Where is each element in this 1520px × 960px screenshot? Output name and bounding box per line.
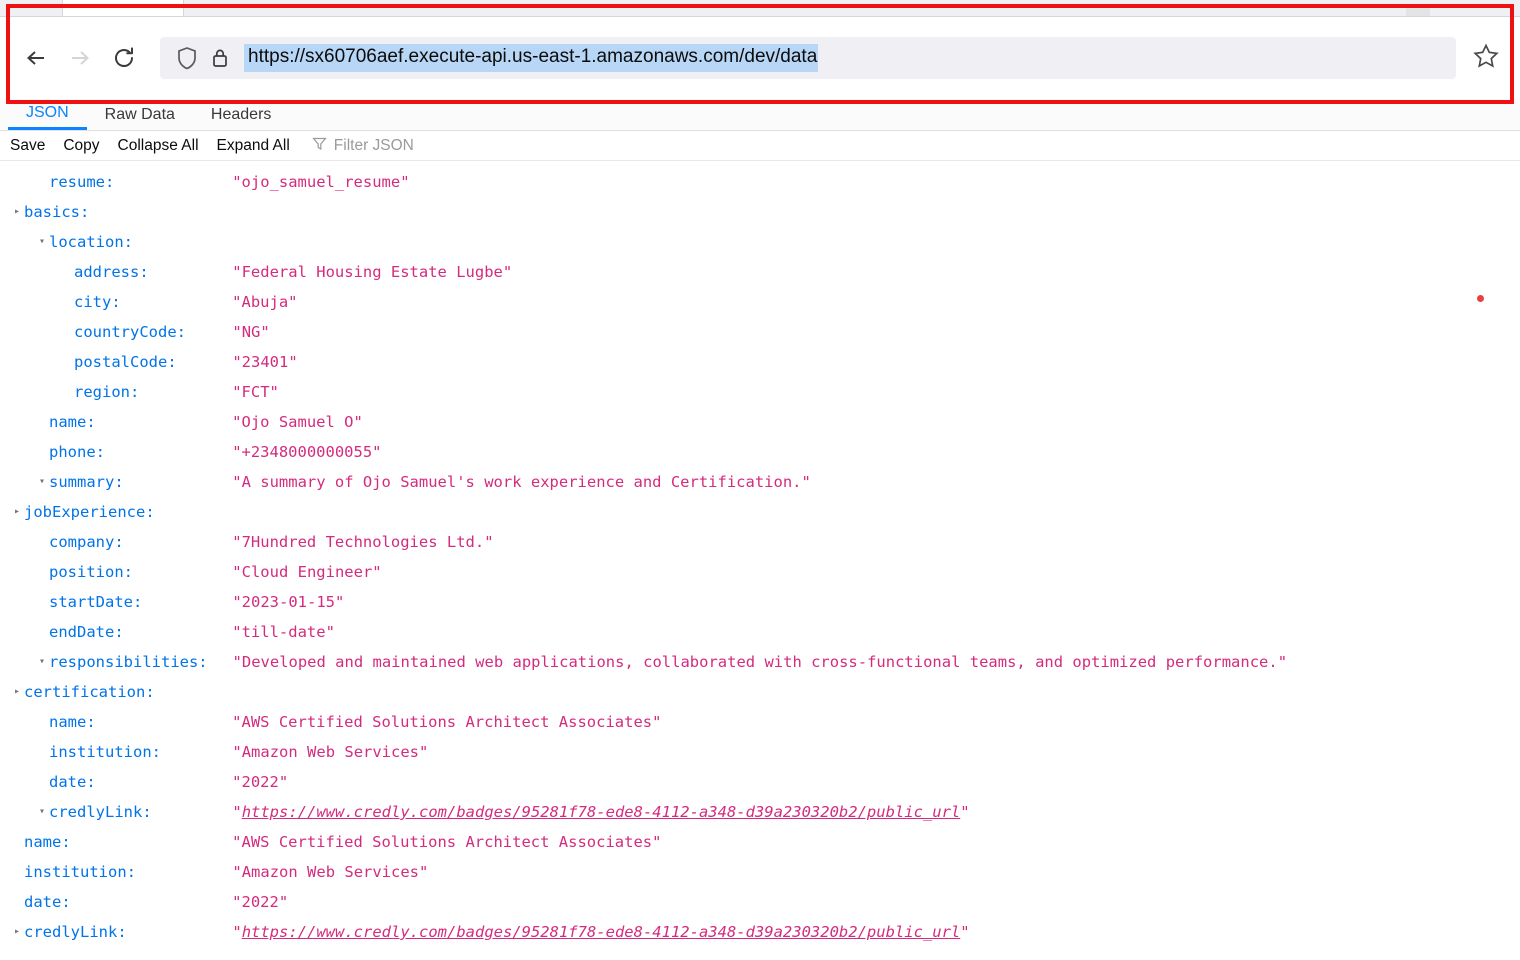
reload-icon [111,45,137,71]
collapse-twisty-icon[interactable]: ▾ [38,476,46,487]
json-viewer-toolbar [0,131,1520,161]
json-row[interactable] [0,617,1520,647]
forward-button[interactable] [58,36,102,80]
star-icon [1472,42,1500,75]
json-key: institution: [49,743,161,761]
json-key: startDate: [49,593,143,611]
json-key: postalCode: [74,353,177,371]
json-key: certification: [24,683,155,701]
json-row[interactable] [0,647,1520,677]
filter-json-input[interactable] [312,136,414,156]
json-key: date: [49,773,96,791]
json-value: "Amazon Web Services" [232,863,429,881]
json-row[interactable] [0,287,1520,317]
json-key: city: [74,293,121,311]
json-key: company: [49,533,124,551]
json-value: "23401" [232,353,298,371]
json-row[interactable] [0,797,1520,827]
json-key: name: [49,413,96,431]
expand-twisty-icon[interactable]: ▸ [13,206,21,217]
json-row[interactable] [0,497,1520,527]
tab-json[interactable] [8,99,87,130]
json-row[interactable] [0,407,1520,437]
json-key: countryCode: [74,323,186,341]
expand-twisty-icon[interactable]: ▸ [13,686,21,697]
arrow-right-icon [66,44,94,72]
json-row[interactable] [0,887,1520,917]
json-key: institution: [24,863,136,881]
collapse-all-button[interactable]: Collapse All [117,136,199,154]
json-row[interactable] [0,317,1520,347]
scroll-marker [1477,295,1484,302]
reload-button[interactable] [102,36,146,80]
json-row[interactable] [0,827,1520,857]
json-viewer [0,99,1520,947]
json-rows [0,161,1520,947]
json-value: "NG" [232,323,270,341]
collapse-twisty-icon[interactable]: ▾ [38,806,46,817]
tab-raw-data-label: Raw Data [104,105,175,123]
json-key: region: [74,383,140,401]
active-tab[interactable] [62,0,184,16]
collapse-twisty-icon[interactable]: ▾ [38,656,46,667]
json-key: basics: [24,203,90,221]
json-key: jobExperience: [24,503,155,521]
json-value: "Amazon Web Services" [232,743,429,761]
json-row[interactable] [0,857,1520,887]
json-row[interactable] [0,587,1520,617]
tab-headers-label: Headers [210,105,272,123]
json-key: position: [49,563,133,581]
tab-strip [0,0,1520,17]
json-key: credlyLink: [49,803,152,821]
json-value: "AWS Certified Solutions Architect Associates" [232,833,662,851]
collapse-twisty-icon[interactable]: ▾ [38,236,46,247]
json-key: credlyLink: [24,923,127,941]
arrow-left-icon [22,44,50,72]
json-key: phone: [49,443,105,461]
json-row[interactable] [0,377,1520,407]
json-value: "Cloud Engineer" [232,563,382,581]
tab-headers[interactable] [193,99,289,130]
json-value: "+2348000000055" [232,443,382,461]
json-row[interactable] [0,767,1520,797]
shield-icon[interactable] [176,46,198,70]
json-row[interactable] [0,167,1520,197]
json-row[interactable] [0,737,1520,767]
expand-all-button[interactable]: Expand All [216,136,290,154]
address-bar[interactable] [160,37,1456,79]
copy-button[interactable]: Copy [63,136,100,154]
json-row[interactable] [0,467,1520,497]
json-value: "2022" [232,773,289,791]
url-input[interactable]: https://sx60706aef.execute-api.us-east-1.amazonaws.com/dev/data [244,44,818,72]
json-row[interactable] [0,257,1520,287]
json-value: "Federal Housing Estate Lugbe" [232,263,513,281]
json-row[interactable] [0,437,1520,467]
json-value: "FCT" [232,383,279,401]
json-value: "Abuja" [232,293,298,311]
json-row[interactable] [0,347,1520,377]
json-value-link[interactable]: "https://www.credly.com/badges/95281f78-ede8-4112-a348-d39a230320b2/public_url" [232,803,970,821]
json-row[interactable] [0,527,1520,557]
tab-raw-data[interactable] [87,99,193,130]
json-key: responsibilities: [49,653,208,671]
json-value: "A summary of Ojo Samuel's work experience and Certification." [232,473,811,491]
back-button[interactable] [14,36,58,80]
json-row[interactable] [0,707,1520,737]
json-key: resume: [49,173,115,191]
json-row[interactable] [0,917,1520,947]
json-viewer-tabs [0,99,1520,131]
save-button[interactable]: Save [10,136,46,154]
json-value: "till-date" [232,623,335,641]
json-value: "ojo_samuel_resume" [232,173,410,191]
filter-json-placeholder: Filter JSON [333,136,414,154]
json-value: "2022" [232,893,289,911]
expand-twisty-icon[interactable]: ▸ [13,926,21,937]
json-key: date: [24,893,71,911]
json-value-link[interactable]: "https://www.credly.com/badges/95281f78-ede8-4112-a348-d39a230320b2/public_url" [232,923,970,941]
navigation-toolbar [0,17,1520,99]
json-row[interactable] [0,227,1520,257]
tab-json-label: JSON [26,104,69,121]
json-row[interactable] [0,677,1520,707]
json-key: name: [24,833,71,851]
expand-twisty-icon[interactable]: ▸ [13,506,21,517]
json-value: "AWS Certified Solutions Architect Associates" [232,713,662,731]
json-value: "Developed and maintained web applications, collaborated with cross-functional teams, and optimized performance." [232,653,1288,671]
json-key: location: [49,233,133,251]
json-value: "7Hundred Technologies Ltd." [232,533,494,551]
tab-overflow[interactable] [1406,4,1430,16]
json-key: name: [49,713,96,731]
json-key: endDate: [49,623,124,641]
json-row[interactable] [0,197,1520,227]
lock-icon[interactable] [210,46,230,70]
json-key: summary: [49,473,124,491]
bookmark-button[interactable] [1466,38,1506,78]
json-value: "2023-01-15" [232,593,345,611]
filter-icon [312,136,327,156]
json-row[interactable] [0,557,1520,587]
json-value: "Ojo Samuel O" [232,413,363,431]
json-key: address: [74,263,149,281]
